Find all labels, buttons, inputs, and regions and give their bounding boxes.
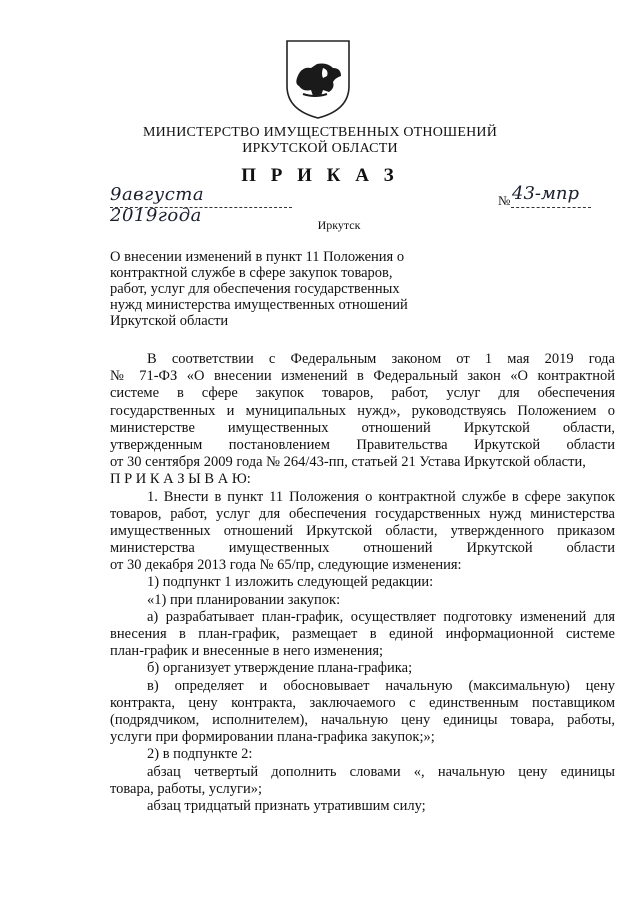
body-line: государственных и муниципальных нужд», руководствуясь Положением о: [110, 402, 615, 419]
body-line: № 71-ФЗ «О внесении изменений в Федеральный закон «О контрактной: [110, 368, 615, 385]
ministry-name-line1: МИНИСТЕРСТВО ИМУЩЕСТВЕННЫХ ОТНОШЕНИЙ: [142, 125, 498, 140]
body-line: 1) подпункт 1 изложить следующей редакции:: [147, 574, 434, 591]
body-line: системе в сфере закупок товаров, работ, услуг для обеспечения: [110, 385, 615, 402]
number-underline: [511, 207, 591, 208]
body-line: контракта, цену контракта, заключаемого с единственным поставщиком: [110, 694, 615, 711]
body-line: В соответствии с Федеральным законом от 1 мая 2019 года: [147, 351, 615, 367]
subject-line: О внесении изменений в пункт 11 Положения о: [110, 249, 405, 265]
document-title: П Р И К А З: [241, 165, 399, 186]
body-line: 1. Внести в пункт 11 Положения о контрактной службе в сфере закупок: [147, 488, 615, 505]
order-subject: [110, 249, 425, 329]
body-line: «1) при планировании закупок:: [147, 591, 341, 608]
body-line: внесения в план-график, размещает в единой информационной системе: [110, 626, 615, 642]
city-name: Иркутск: [317, 218, 361, 232]
subject-line: работ, услуг для обеспечения государственных: [110, 281, 400, 297]
handwritten-number: 43-мпр: [512, 183, 580, 204]
body-line: от 30 декабря 2013 года № 65/пр, следующие изменения:: [110, 557, 462, 574]
body-line: министерстве имущественных отношений Иркутской области,: [110, 419, 615, 436]
body-line: б) организует утверждение плана-графика;: [147, 660, 413, 677]
body-line: утвержденным постановлением Правительства Иркутской области: [110, 436, 615, 453]
handwritten-date: 9августа 2019года: [110, 184, 205, 226]
body-line-order-verb: П Р И К А З Ы В А Ю:: [110, 471, 251, 488]
body-line: в) определяет и обосновывает начальную (максимальную) цену: [147, 677, 615, 694]
body-line: товара, работы, услуги»;: [110, 780, 263, 797]
body-line: план-график и внесенные в него изменения;: [110, 643, 384, 660]
subject-line: контрактной службе в сфере закупок товаров,: [110, 265, 393, 281]
body-line: (подрядчиком, исполнителем), начальную цену единицы товара, работы,: [110, 711, 615, 728]
body-line: товаров, работ, услуг для обеспечения государственных нужд министерства: [110, 505, 615, 522]
body-line: а) разрабатывает план-график, осуществляет подготовку изменений для: [147, 608, 615, 625]
body-line: абзац четвертый дополнить словами «, начальную цену единицы: [147, 763, 615, 780]
coat-of-arms-emblem: [283, 38, 353, 120]
subject-line: нужд министерства имущественных отношений: [110, 297, 408, 313]
date-underline: [110, 207, 292, 208]
body-line: министерства имущественных отношений Иркутской области: [110, 540, 615, 557]
order-body: [110, 351, 615, 815]
body-line: услуги при формировании плана-графика закупок;»;: [110, 729, 435, 746]
body-line: имущественных отношений Иркутской области, утвержденного приказом: [110, 522, 615, 539]
body-line: абзац тридцатый признать утратившим силу;: [147, 797, 426, 814]
body-line: 2) в подпункте 2:: [147, 746, 253, 763]
body-line: от 30 сентября 2009 года № 264/43-пп, статьей 21 Устава Иркутской области,: [110, 454, 586, 471]
ministry-name-line2: ИРКУТСКОЙ ОБЛАСТИ: [242, 141, 398, 156]
number-label: №: [498, 193, 511, 208]
subject-line: Иркутской области: [110, 313, 229, 329]
